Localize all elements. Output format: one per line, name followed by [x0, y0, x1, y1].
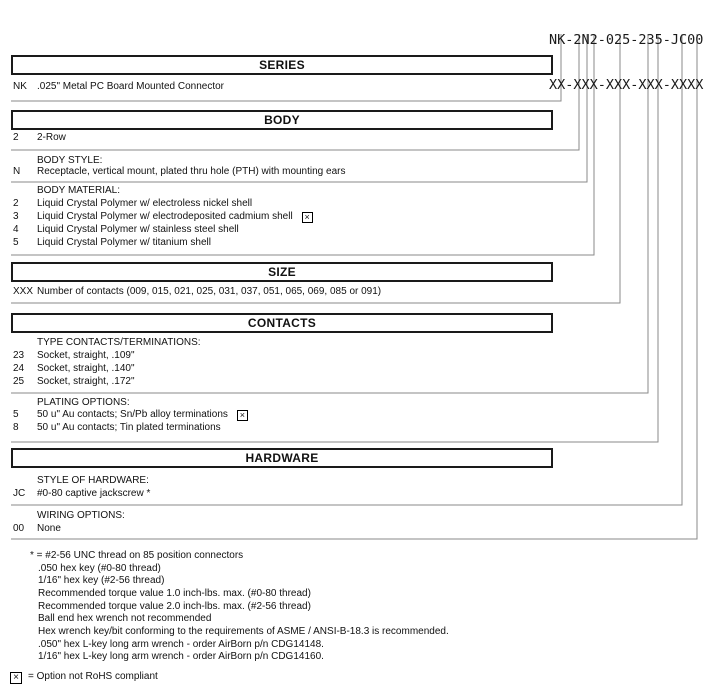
body-row-code: 2 — [13, 132, 19, 143]
footnote-line: Hex wrench key/bit conforming to the requirements of ASME / ANSI-B-18.3 is recommended. — [38, 626, 449, 637]
body-material-row-desc: Liquid Crystal Polymer w/ electroless nickel shell — [37, 198, 253, 209]
body-material-row-code: 3 — [13, 211, 19, 222]
contact-type-row-code: 24 — [13, 363, 25, 374]
not-rohs-icon — [10, 672, 22, 684]
body-material-row-code: 5 — [13, 237, 19, 248]
body-material-row — [13, 237, 211, 249]
contact-type-label: TYPE CONTACTS/TERMINATIONS: — [37, 337, 201, 348]
footnote-line: 1/16" hex key (#2-56 thread) — [38, 575, 165, 586]
body-row-desc: 2-Row — [37, 132, 66, 143]
plating-label: PLATING OPTIONS: — [37, 397, 130, 408]
hardware-style-row-desc: #0-80 captive jackscrew * — [37, 488, 151, 499]
body-row — [13, 132, 66, 144]
contact-type-row-desc: Socket, straight, .172" — [37, 376, 135, 387]
plating-row-desc: 50 u" Au contacts; Sn/Pb alloy terminations — [37, 409, 228, 420]
footnote-line: Ball end hex wrench not recommended — [38, 613, 212, 624]
hardware-header — [11, 448, 553, 468]
body-material-row-desc: Liquid Crystal Polymer w/ stainless steel shell — [37, 224, 239, 235]
wiring-label: WIRING OPTIONS: — [37, 510, 125, 521]
hardware-style-label: STYLE OF HARDWARE: — [37, 475, 149, 486]
plating-row — [13, 409, 248, 421]
contacts-title: CONTACTS — [247, 316, 317, 330]
contacts-header — [11, 313, 553, 333]
plating-row-code: 8 — [13, 422, 19, 433]
not-rohs-icon — [237, 410, 248, 421]
series-row — [13, 81, 224, 93]
wiring-row — [13, 523, 61, 535]
plating-row-code: 5 — [13, 409, 19, 420]
body-material-label: BODY MATERIAL: — [37, 185, 120, 196]
contact-type-row-code: 23 — [13, 350, 25, 361]
body-material-row-desc: Liquid Crystal Polymer w/ titanium shell — [37, 237, 211, 248]
size-row-desc: Number of contacts (009, 015, 021, 025, 031, 037, 051, 065, 069, 085 or 091) — [37, 286, 382, 297]
series-row-desc: .025" Metal PC Board Mounted Connector — [37, 81, 224, 92]
wiring-row-desc: None — [37, 523, 61, 534]
size-header — [11, 262, 553, 282]
footnote-lead: * = #2-56 UNC thread on 85 position connectors — [30, 550, 244, 561]
hardware-style-row-code: JC — [13, 488, 26, 499]
footnote-line: 1/16" hex L-key long arm wrench - order AirBorn p/n CDG14160. — [38, 651, 324, 662]
part-number-mask: XX-XXX-XXX-XXX-XXXX — [549, 77, 704, 93]
contact-type-row — [13, 350, 135, 362]
part-number-value: NK-2N2-025-235-JC00 — [549, 32, 704, 48]
size-row-code: XXX — [13, 286, 34, 297]
body-material-row — [13, 224, 239, 236]
not-rohs-icon — [302, 212, 313, 223]
size-title: SIZE — [268, 265, 296, 279]
body-style-label: BODY STYLE: — [37, 155, 103, 166]
hardware-title: HARDWARE — [245, 451, 319, 465]
contact-type-row — [13, 363, 135, 375]
series-title: SERIES — [259, 58, 305, 72]
body-header — [11, 110, 553, 130]
series-header — [11, 55, 553, 75]
body-style-row — [13, 166, 345, 178]
body-material-row — [13, 211, 313, 223]
footnote-line: Recommended torque value 1.0 inch-lbs. max. (#0-80 thread) — [38, 588, 311, 599]
contact-type-row — [13, 376, 135, 388]
contact-type-row-desc: Socket, straight, .109" — [37, 350, 135, 361]
body-material-row — [13, 198, 252, 210]
footnote-line: Recommended torque value 2.0 inch-lbs. max. (#2-56 thread) — [38, 601, 311, 612]
wiring-row-code: 00 — [13, 523, 25, 534]
rohs-legend — [10, 671, 158, 684]
plating-row — [13, 422, 221, 434]
hardware-style-row — [13, 488, 150, 500]
contact-type-row-desc: Socket, straight, .140" — [37, 363, 135, 374]
series-row-code: NK — [13, 81, 27, 92]
footnote-line: .050 hex key (#0-80 thread) — [38, 563, 161, 574]
body-style-row-code: N — [13, 166, 21, 177]
size-row — [13, 286, 381, 298]
body-material-row-code: 4 — [13, 224, 19, 235]
body-material-row-code: 2 — [13, 198, 19, 209]
body-title: BODY — [264, 113, 300, 127]
contact-type-row-code: 25 — [13, 376, 25, 387]
body-material-row-desc: Liquid Crystal Polymer w/ electrodeposited cadmium shell — [37, 211, 293, 222]
rohs-legend-text: = Option not RoHS compliant — [28, 671, 158, 682]
plating-row-desc: 50 u" Au contacts; Tin plated terminations — [37, 422, 221, 433]
part-number-block — [549, 3, 703, 108]
footnote-line: .050" hex L-key long arm wrench - order AirBorn p/n CDG14148. — [38, 639, 324, 650]
body-style-row-desc: Receptacle, vertical mount, plated thru hole (PTH) with mounting ears — [37, 166, 346, 177]
